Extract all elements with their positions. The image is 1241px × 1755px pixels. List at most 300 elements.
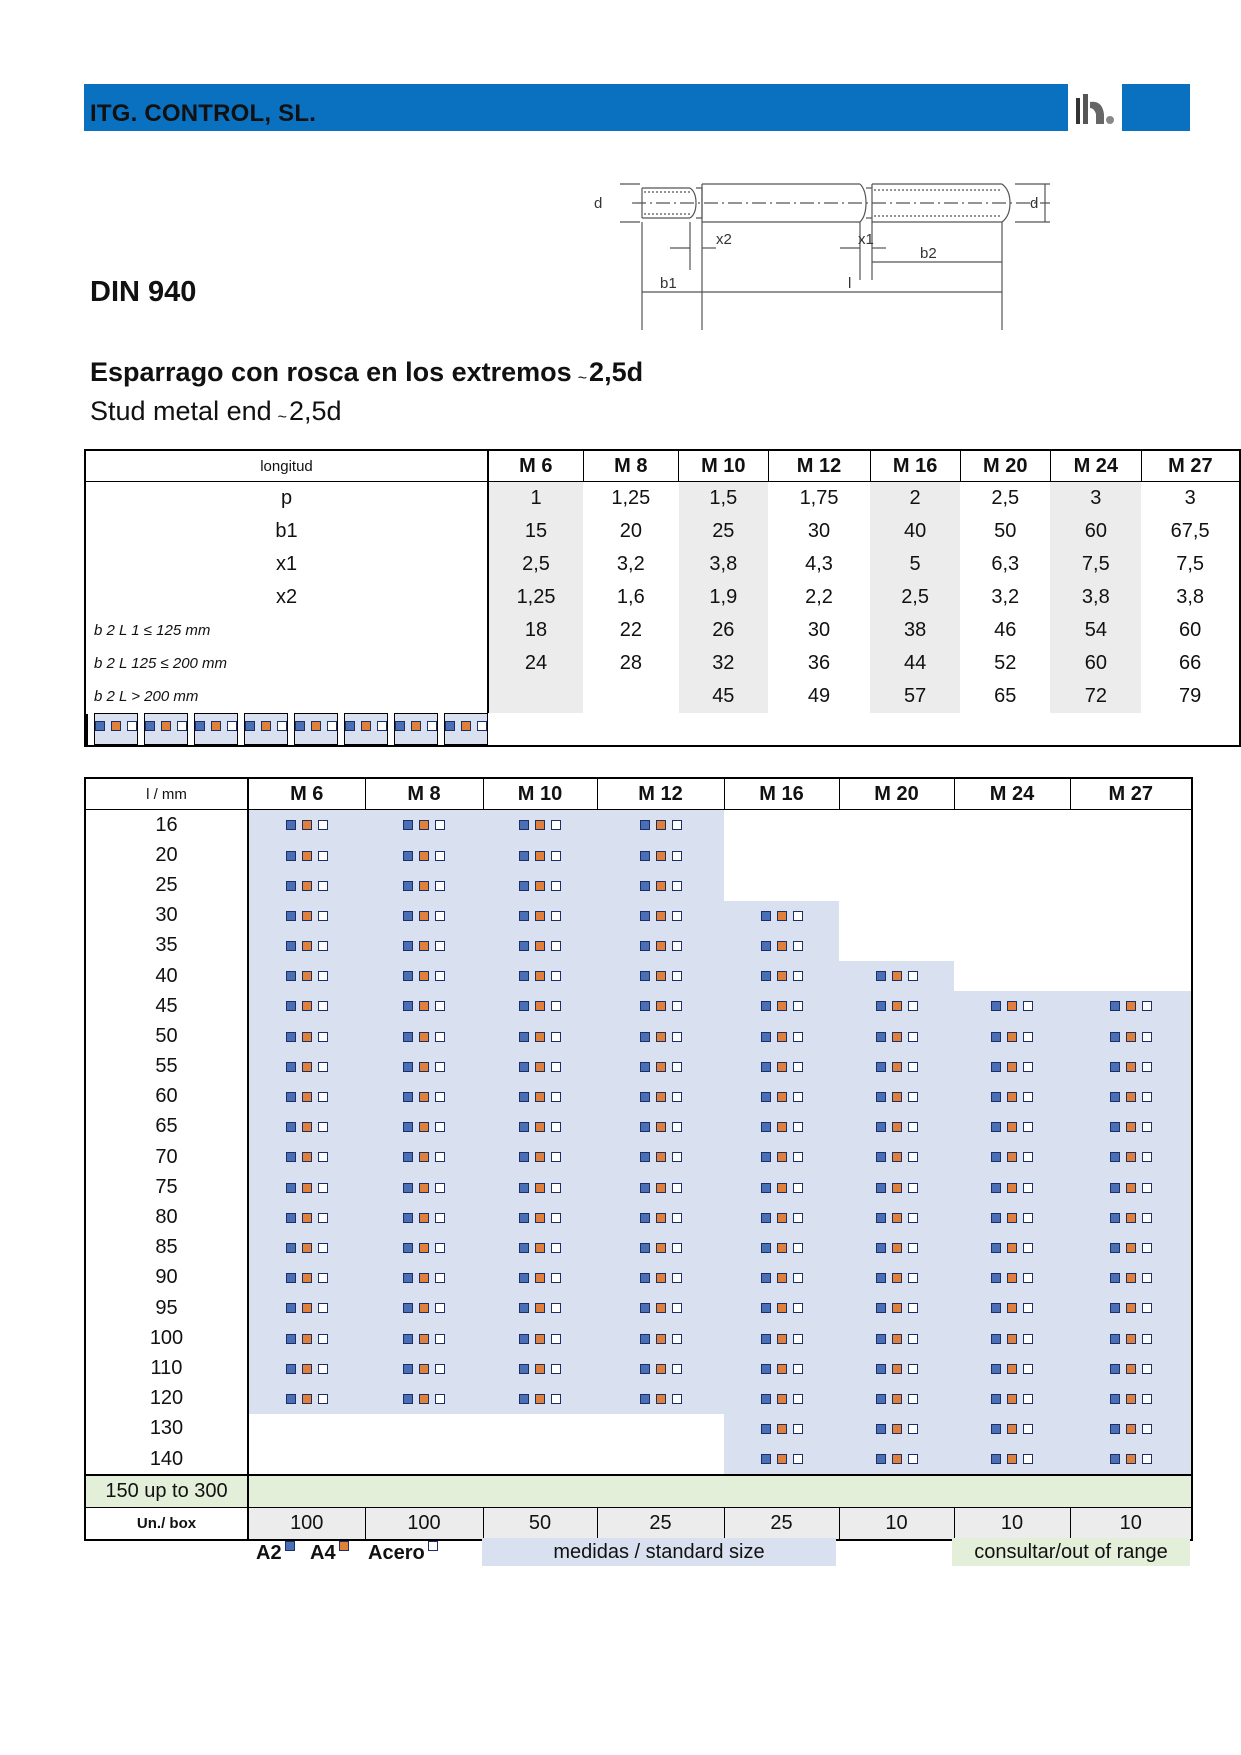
long-length-label: 150 up to 300 <box>85 1475 248 1508</box>
material-icons <box>286 1243 328 1253</box>
acero-square-icon <box>793 1243 803 1253</box>
empty-cell <box>483 1444 597 1475</box>
acero-square-icon <box>435 1364 445 1374</box>
available-cell <box>1070 1263 1192 1293</box>
a2-square-icon <box>1110 1394 1120 1404</box>
a4-square-icon <box>892 1032 902 1042</box>
size-header: M 16 <box>870 450 960 482</box>
material-icons <box>286 851 328 861</box>
available-cell <box>365 901 483 931</box>
length-row <box>85 961 1192 991</box>
available-cell <box>954 1384 1070 1414</box>
available-cell <box>483 1202 597 1232</box>
a4-square-icon <box>1007 1001 1017 1011</box>
available-cell <box>248 1082 365 1112</box>
material-cell <box>344 713 388 745</box>
material-icons <box>876 1183 918 1193</box>
acero-square-icon <box>793 1394 803 1404</box>
a2-square-icon <box>640 1001 650 1011</box>
material-icons <box>403 1062 445 1072</box>
dimension-value: 3 <box>1050 482 1141 516</box>
units-per-box-value: 100 <box>248 1508 365 1541</box>
a4-square-icon <box>419 1273 429 1283</box>
a2-square-icon <box>519 1273 529 1283</box>
a4-square-icon <box>1126 1273 1136 1283</box>
a4-square-icon <box>419 881 429 891</box>
a2-square-icon <box>640 881 650 891</box>
acero-square-icon <box>435 1334 445 1344</box>
acero-square-icon <box>435 881 445 891</box>
available-cell <box>724 1444 839 1475</box>
material-icons <box>1110 1303 1152 1313</box>
acero-square-icon <box>793 1424 803 1434</box>
dimension-value: 32 <box>679 647 768 680</box>
a2-square-icon <box>991 1424 1001 1434</box>
available-cell <box>248 840 365 870</box>
acero-square-icon <box>551 1001 561 1011</box>
a4-square-icon <box>419 1001 429 1011</box>
available-cell <box>483 1353 597 1383</box>
acero-square-icon <box>227 721 237 731</box>
a4-square-icon <box>656 881 666 891</box>
acero-square-icon <box>435 1273 445 1283</box>
a4-square-icon <box>419 1364 429 1374</box>
acero-square-icon <box>793 1032 803 1042</box>
available-cell <box>597 1293 724 1323</box>
a4-square-icon <box>535 1394 545 1404</box>
material-icons <box>991 1394 1033 1404</box>
a2-square-icon <box>519 941 529 951</box>
acero-square-icon <box>672 1183 682 1193</box>
material-icons <box>991 1032 1033 1042</box>
a4-square-icon <box>419 1183 429 1193</box>
a4-square-icon <box>892 1062 902 1072</box>
size-header: M 24 <box>1050 450 1141 482</box>
acero-square-icon <box>672 1122 682 1132</box>
material-icons <box>640 1394 682 1404</box>
available-cell <box>483 961 597 991</box>
acero-square-icon <box>1142 1152 1152 1162</box>
header-bar <box>84 84 1190 131</box>
acero-square-icon <box>435 1032 445 1042</box>
length-row <box>85 1444 1192 1475</box>
acero-square-icon <box>672 1001 682 1011</box>
material-icons <box>403 1001 445 1011</box>
a2-square-icon <box>761 911 771 921</box>
dimension-row <box>85 680 1240 713</box>
available-cell <box>724 1112 839 1142</box>
available-cell <box>724 991 839 1021</box>
acero-square-icon <box>127 721 137 731</box>
dimension-value: 2,2 <box>805 586 833 608</box>
a4-square-icon <box>892 1001 902 1011</box>
dimension-value: 26 <box>679 614 768 647</box>
a4-square-icon <box>302 1334 312 1344</box>
acero-square-icon <box>793 1334 803 1344</box>
available-cell <box>1070 1353 1192 1383</box>
available-cell <box>839 1263 954 1293</box>
a2-square-icon <box>876 1394 886 1404</box>
acero-square-icon <box>318 881 328 891</box>
material-icons <box>445 721 487 731</box>
length-row <box>85 810 1192 841</box>
a4-square-icon <box>656 1183 666 1193</box>
a4-square-icon <box>777 1062 787 1072</box>
a4-square-icon <box>419 1394 429 1404</box>
a4-square-icon <box>1007 1424 1017 1434</box>
a4-square-icon <box>302 911 312 921</box>
a4-square-icon <box>535 1364 545 1374</box>
available-cell <box>248 1142 365 1172</box>
acero-square-icon <box>672 911 682 921</box>
a4-square-icon <box>777 1454 787 1464</box>
a2-square-icon <box>761 1243 771 1253</box>
a2-square-icon <box>1110 1152 1120 1162</box>
a2-square-icon <box>403 1032 413 1042</box>
acero-square-icon <box>177 721 187 731</box>
a4-square-icon <box>302 1001 312 1011</box>
a4-square-icon <box>419 851 429 861</box>
a2-square-icon <box>403 1152 413 1162</box>
dimension-header-label: longitud <box>85 450 488 482</box>
material-icons <box>761 1152 803 1162</box>
a4-square-icon <box>777 1001 787 1011</box>
long-length-row <box>85 1475 1192 1508</box>
dimension-value: 60 <box>1179 619 1202 641</box>
available-cell <box>839 1323 954 1353</box>
size-header: M 27 <box>1070 778 1192 810</box>
length-label: 16 <box>85 810 248 841</box>
a2-square-icon <box>876 1213 886 1223</box>
available-cell <box>1070 1172 1192 1202</box>
available-cell <box>365 1052 483 1082</box>
acero-square-icon <box>435 1213 445 1223</box>
acero-square-icon <box>318 820 328 830</box>
a4-square-icon <box>535 1273 545 1283</box>
available-cell <box>365 1353 483 1383</box>
acero-square-icon <box>1142 1243 1152 1253</box>
a4-square-icon <box>656 1213 666 1223</box>
a4-square-icon <box>419 1122 429 1132</box>
a2-square-icon <box>991 1243 1001 1253</box>
a2-square-icon <box>761 1092 771 1102</box>
a4-square-icon <box>419 1032 429 1042</box>
a4-square-icon <box>656 1122 666 1132</box>
material-icons <box>403 971 445 981</box>
available-cell <box>839 1052 954 1082</box>
a4-square-icon <box>1007 1122 1017 1132</box>
available-cell <box>954 1233 1070 1263</box>
acero-square-icon <box>318 1334 328 1344</box>
a2-square-icon <box>1110 1213 1120 1223</box>
acero-square-icon <box>318 1092 328 1102</box>
material-icons <box>761 1213 803 1223</box>
a2-square-icon <box>286 851 296 861</box>
a2-square-icon <box>403 1213 413 1223</box>
length-label: 110 <box>85 1353 248 1383</box>
a4-square-icon <box>419 1092 429 1102</box>
available-cell <box>248 1021 365 1051</box>
a2-square-icon <box>403 971 413 981</box>
acero-square-icon <box>793 1273 803 1283</box>
material-icons <box>519 1062 561 1072</box>
available-cell <box>365 1323 483 1353</box>
a2-square-icon <box>519 1092 529 1102</box>
dimension-value: 3,8 <box>679 548 768 581</box>
empty-cell <box>483 1414 597 1444</box>
a2-square-icon <box>1110 1062 1120 1072</box>
a4-square-icon <box>302 1213 312 1223</box>
acero-square-icon <box>551 1273 561 1283</box>
a2-square-icon <box>286 1334 296 1344</box>
material-icons <box>876 971 918 981</box>
material-icons <box>403 1243 445 1253</box>
a2-square-icon <box>403 820 413 830</box>
acero-square-icon <box>908 1394 918 1404</box>
a4-square-icon <box>535 1122 545 1132</box>
material-icons <box>286 1032 328 1042</box>
a4-square-icon <box>777 941 787 951</box>
acero-square-icon <box>318 1122 328 1132</box>
material-icons <box>403 881 445 891</box>
available-cell <box>248 1293 365 1323</box>
a4-square-icon <box>535 1032 545 1042</box>
available-cell <box>724 1142 839 1172</box>
material-icons <box>519 1364 561 1374</box>
a2-square-icon <box>761 1394 771 1404</box>
a4-square-icon <box>302 1122 312 1132</box>
available-cell <box>365 1172 483 1202</box>
a4-square-icon <box>302 1303 312 1313</box>
material-icons <box>640 1273 682 1283</box>
material-icons <box>1110 1334 1152 1344</box>
a2-square-icon <box>640 911 650 921</box>
empty-cell <box>839 810 954 841</box>
a2-square-icon <box>876 1454 886 1464</box>
a2-square-icon <box>286 1303 296 1313</box>
units-per-box-value: 10 <box>1070 1508 1192 1541</box>
material-row-label <box>86 714 88 745</box>
a2-square-icon <box>991 1454 1001 1464</box>
acero-square-icon <box>1142 1454 1152 1464</box>
acero-square-icon <box>1023 1243 1033 1253</box>
a4-square-icon <box>1126 1183 1136 1193</box>
material-icons <box>519 971 561 981</box>
acero-square-icon <box>435 851 445 861</box>
a2-square-icon <box>761 1454 771 1464</box>
material-icons <box>519 941 561 951</box>
a4-square-icon <box>419 1062 429 1072</box>
available-cell <box>248 1384 365 1414</box>
a4-square-icon <box>1007 1152 1017 1162</box>
a4-square-icon <box>1126 1303 1136 1313</box>
a4-square-icon <box>777 1092 787 1102</box>
available-cell <box>597 1082 724 1112</box>
a4-square-icon <box>892 1394 902 1404</box>
a2-square-icon <box>245 721 255 731</box>
material-row <box>86 713 488 745</box>
material-icons <box>640 1364 682 1374</box>
title-english <box>90 396 342 427</box>
dimension-value: 5 <box>870 548 960 581</box>
material-icons <box>145 721 187 731</box>
material-icons <box>1110 1122 1152 1132</box>
empty-cell <box>365 1444 483 1475</box>
material-icons <box>403 1032 445 1042</box>
a4-square-icon <box>302 1394 312 1404</box>
material-icons <box>761 1183 803 1193</box>
available-cell <box>597 1142 724 1172</box>
empty-cell <box>954 961 1070 991</box>
a4-square-icon <box>1007 1032 1017 1042</box>
acero-square-icon <box>1142 1183 1152 1193</box>
dimension-value: 45 <box>679 680 768 713</box>
material-icons <box>286 1001 328 1011</box>
available-cell <box>954 1172 1070 1202</box>
a4-square-icon <box>535 1152 545 1162</box>
dimension-value: 25 <box>679 515 768 548</box>
units-per-box-value: 100 <box>365 1508 483 1541</box>
available-cell <box>597 991 724 1021</box>
acero-square-icon <box>435 1122 445 1132</box>
available-cell <box>248 931 365 961</box>
material-icons <box>519 1122 561 1132</box>
material-icons <box>761 1424 803 1434</box>
material-icons <box>640 911 682 921</box>
length-row <box>85 1293 1192 1323</box>
dimension-value: 22 <box>619 619 642 641</box>
available-cell <box>365 1233 483 1263</box>
a2-square-icon <box>403 881 413 891</box>
a4-square-icon <box>302 1152 312 1162</box>
a2-square-icon <box>991 1001 1001 1011</box>
available-cell <box>483 1052 597 1082</box>
dimension-value: 57 <box>870 680 960 713</box>
material-icons <box>991 1454 1033 1464</box>
a2-square-icon <box>403 1243 413 1253</box>
a2-square-icon <box>519 881 529 891</box>
a2-square-icon <box>1110 1364 1120 1374</box>
acero-square-icon <box>672 1152 682 1162</box>
size-header: M 24 <box>954 778 1070 810</box>
available-cell <box>483 810 597 841</box>
a4-square-icon <box>1126 1243 1136 1253</box>
empty-cell <box>1070 810 1192 841</box>
available-cell <box>365 1384 483 1414</box>
dimension-value: 60 <box>1050 515 1141 548</box>
a2-square-icon <box>761 1273 771 1283</box>
available-cell <box>1070 991 1192 1021</box>
a4-square-icon <box>535 1183 545 1193</box>
available-cell <box>724 931 839 961</box>
length-header-row <box>85 778 1192 810</box>
material-icons <box>761 1334 803 1344</box>
a4-square-icon <box>419 1303 429 1313</box>
legend-a4 <box>310 1542 349 1565</box>
dimension-value: 2 <box>870 482 960 516</box>
material-icons <box>395 721 437 731</box>
material-icons <box>991 1152 1033 1162</box>
available-cell <box>365 1021 483 1051</box>
material-icons <box>991 1243 1033 1253</box>
a2-square-icon <box>640 971 650 981</box>
material-icons <box>286 971 328 981</box>
acero-square-icon <box>1142 1092 1152 1102</box>
dimension-row <box>85 515 1240 548</box>
available-cell <box>365 840 483 870</box>
available-cell <box>724 1021 839 1051</box>
a4-square-icon <box>1126 1122 1136 1132</box>
a4-square-icon <box>777 911 787 921</box>
a2-square-icon <box>640 941 650 951</box>
a2-square-icon <box>286 911 296 921</box>
acero-square-icon <box>672 820 682 830</box>
empty-cell <box>1070 840 1192 870</box>
acero-square-icon <box>435 1303 445 1313</box>
length-label: 55 <box>85 1052 248 1082</box>
available-cell <box>839 1384 954 1414</box>
a2-square-icon <box>403 941 413 951</box>
dimension-value: 44 <box>870 647 960 680</box>
available-cell <box>839 1021 954 1051</box>
available-cell <box>597 1112 724 1142</box>
acero-square-icon <box>908 1032 918 1042</box>
material-icons <box>640 1334 682 1344</box>
dimension-value: 1,9 <box>679 581 768 614</box>
available-cell <box>1070 1233 1192 1263</box>
available-cell <box>597 1353 724 1383</box>
acero-square-icon <box>551 1062 561 1072</box>
a4-square-icon <box>656 971 666 981</box>
a4-square-icon <box>892 1092 902 1102</box>
a2-square-icon <box>876 1062 886 1072</box>
length-row <box>85 1263 1192 1293</box>
dimension-value: 46 <box>994 619 1017 641</box>
acero-square-icon <box>672 1213 682 1223</box>
material-icons <box>876 1273 918 1283</box>
a4-square-icon <box>777 1122 787 1132</box>
length-label: 25 <box>85 870 248 900</box>
acero-square-icon <box>318 851 328 861</box>
a2-square-icon <box>876 971 886 981</box>
acero-square-icon <box>793 1122 803 1132</box>
a2-square-icon <box>286 1032 296 1042</box>
available-cell <box>1070 1082 1192 1112</box>
material-icons <box>345 721 387 731</box>
a4-square-icon <box>1126 1334 1136 1344</box>
material-icons <box>286 911 328 921</box>
available-cell <box>597 810 724 841</box>
material-icons <box>403 1183 445 1193</box>
a2-square-icon <box>403 1394 413 1404</box>
available-cell <box>1070 1293 1192 1323</box>
acero-square-icon <box>1023 1213 1033 1223</box>
material-icons <box>991 1273 1033 1283</box>
material-cell <box>294 713 338 745</box>
acero-square-icon <box>1023 1152 1033 1162</box>
a2-square-icon <box>403 1062 413 1072</box>
a4-square-icon <box>419 820 429 830</box>
size-header: M 12 <box>597 778 724 810</box>
a2-square-icon <box>519 1032 529 1042</box>
acero-square-icon <box>908 1424 918 1434</box>
a4-square-icon <box>892 1243 902 1253</box>
acero-square-icon <box>908 971 918 981</box>
dimension-value: 28 <box>619 652 642 674</box>
a4-square-icon <box>1007 1364 1017 1374</box>
acero-square-icon <box>793 1183 803 1193</box>
material-icons <box>1110 1152 1152 1162</box>
